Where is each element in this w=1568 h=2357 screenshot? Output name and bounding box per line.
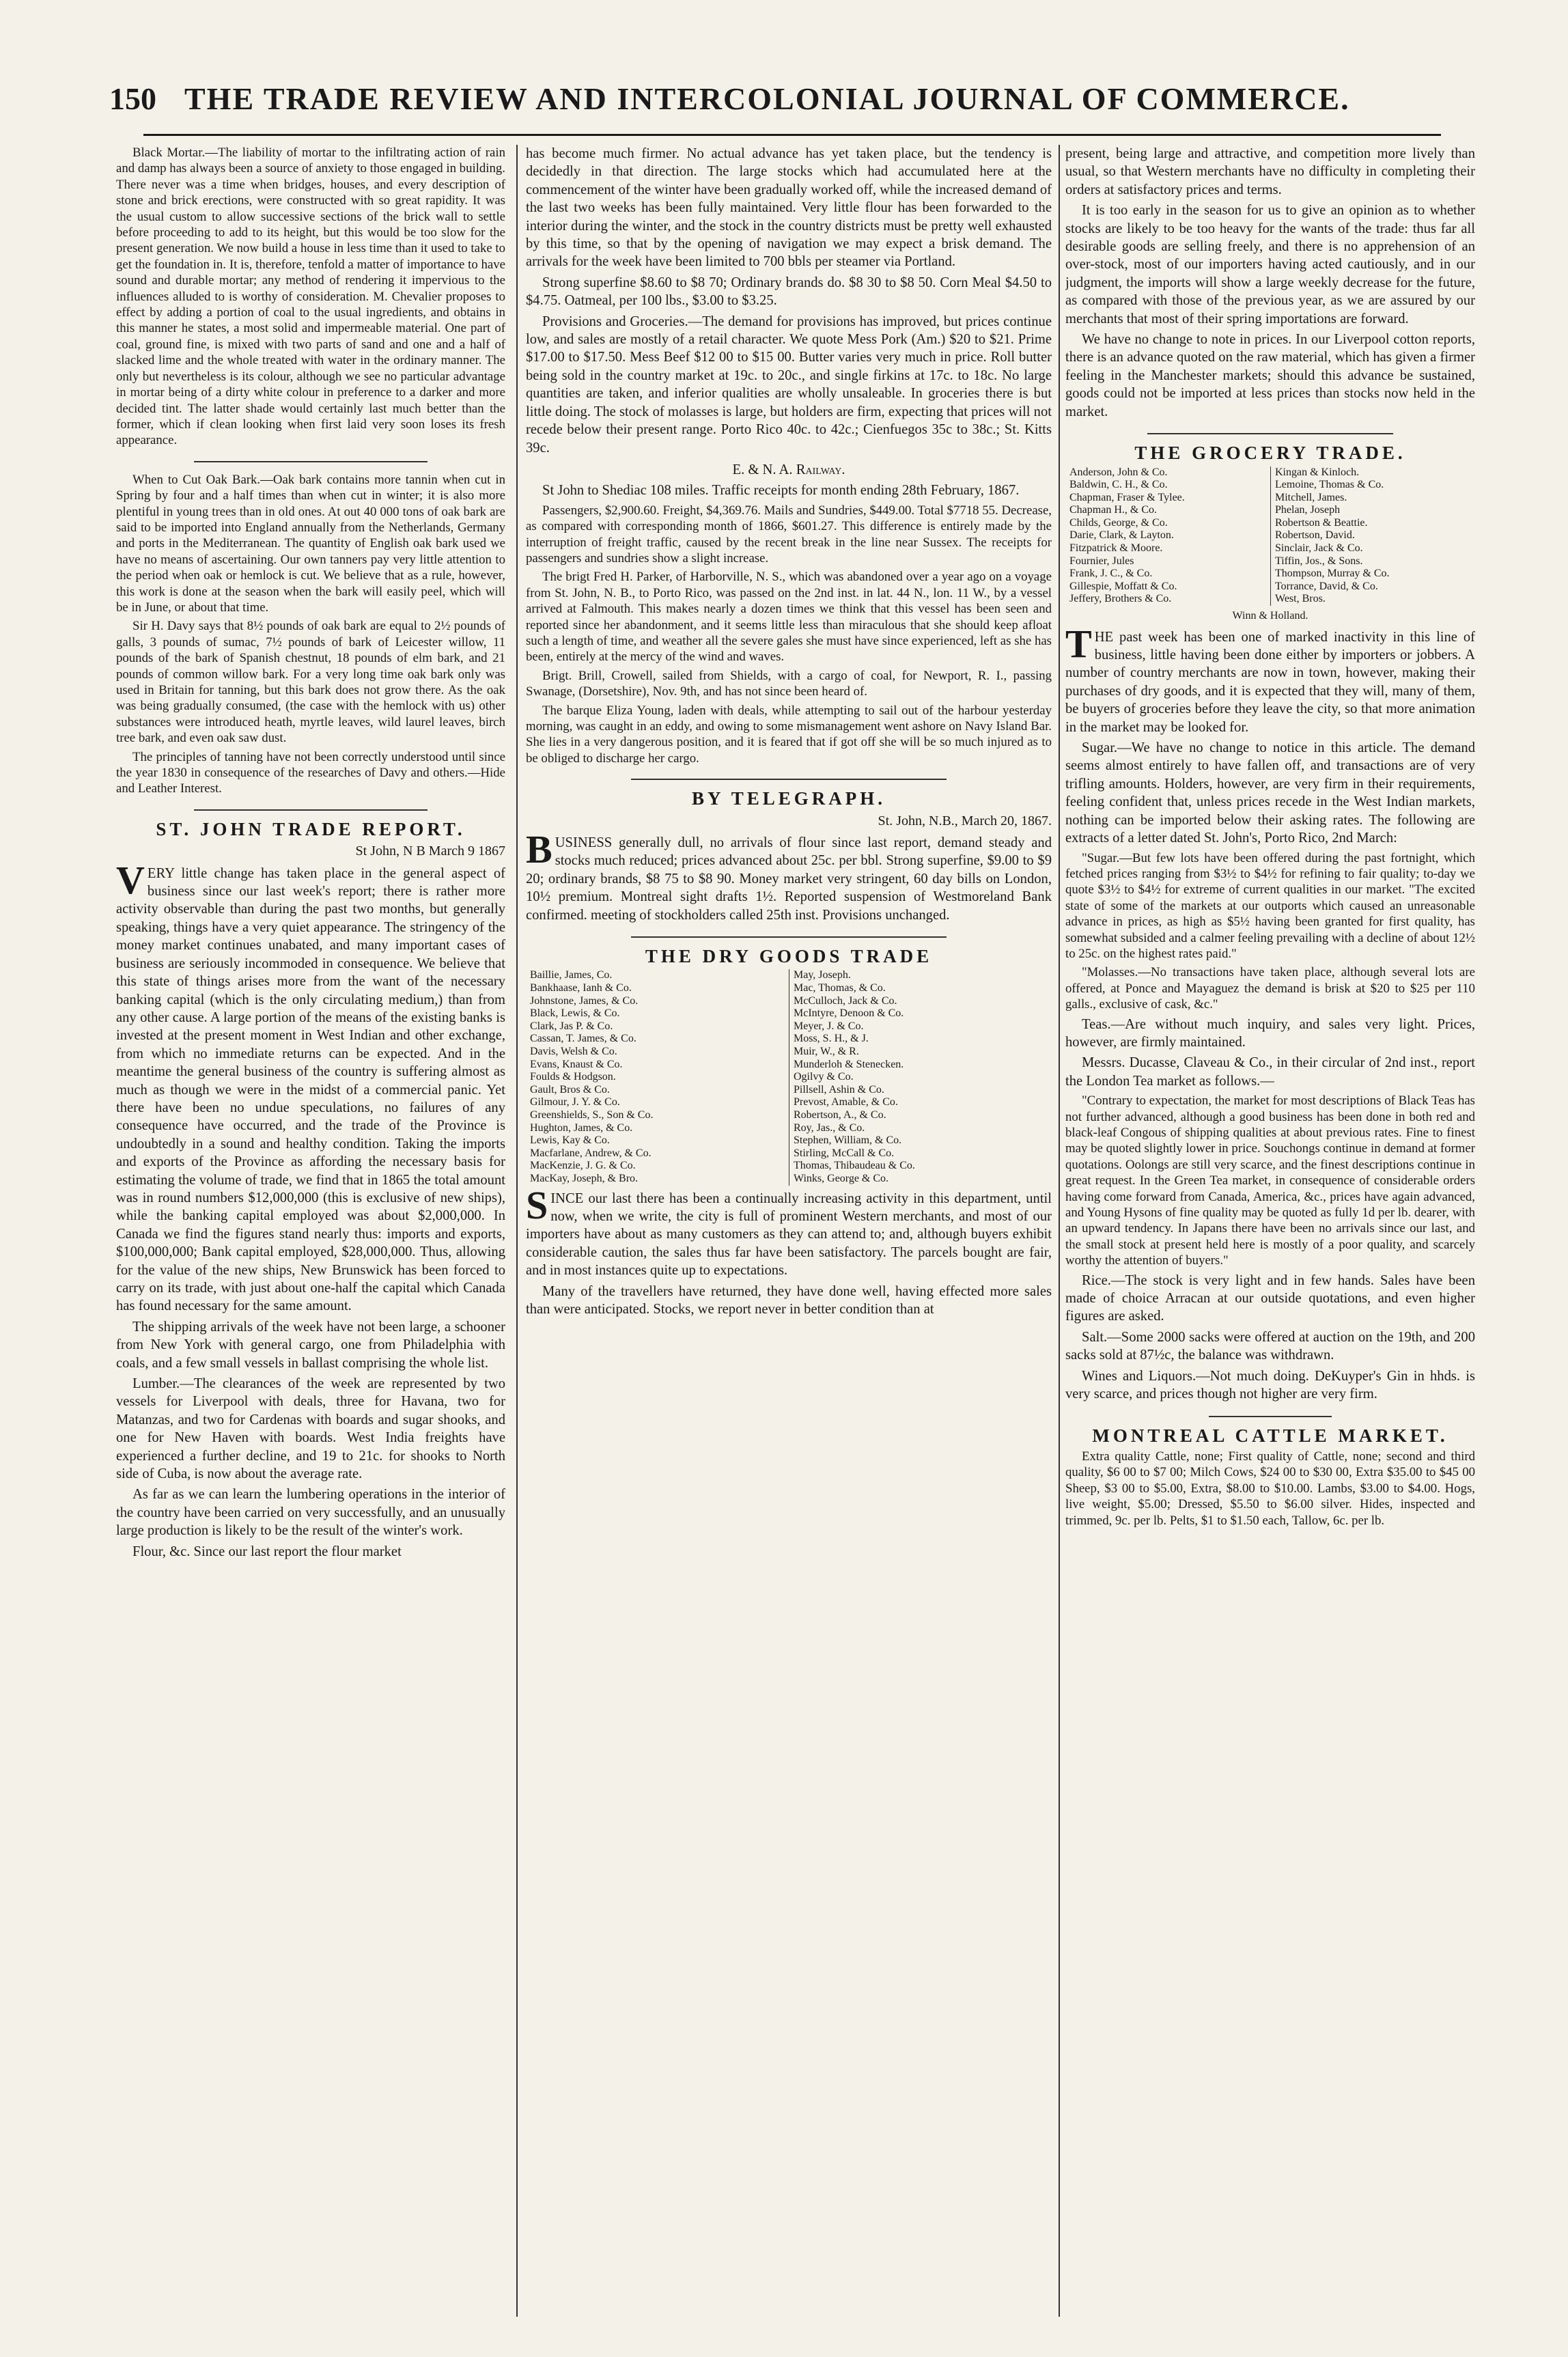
column-divider bbox=[1059, 145, 1060, 2317]
firm-list-item: Prevost, Amable, & Co. bbox=[794, 1096, 898, 1108]
st-john-report-paragraph: The shipping arrivals of the week have not been large, a schooner from New York with general cargo, one from Philadelphia with coals, and a few small vessels in ballast comprising the whole list. bbox=[116, 1319, 505, 1371]
firm-list-item: Lewis, Kay & Co. bbox=[530, 1134, 610, 1147]
firm-list-item: Sinclair, Jack & Co. bbox=[1275, 542, 1363, 555]
firm-list-item: Mitchell, James. bbox=[1275, 491, 1347, 503]
article-separator bbox=[1209, 1416, 1332, 1417]
firm-list-item: Anderson, John & Co. bbox=[1069, 466, 1168, 478]
sugar-paragraph: Sugar.—We have no change to notice in this article. The demand seems almost entirely to have fallen off, and transactions are of very trifling amounts. Holders, however, are very firm in their requirements, feeling confident that, unless prices recede in the West Indian markets, nothing can be imported below their asking rates. The following are extracts of a letter dated St. John's, Porto Rico, 2nd March: bbox=[1065, 740, 1475, 846]
firm-list-column bbox=[789, 969, 1052, 1185]
dateline: St. John, N.B., March 20, 1867. bbox=[878, 813, 1052, 828]
firm-list-column bbox=[1065, 466, 1270, 606]
firm-list-item: Tiffin, Jos., & Sons. bbox=[1275, 555, 1363, 567]
firm-list-item: Stephen, William, & Co. bbox=[794, 1134, 902, 1147]
grocery-firm-list bbox=[1065, 466, 1475, 606]
firm-list-item: MacKay, Joseph, & Bro. bbox=[530, 1172, 639, 1184]
journal-title: THE TRADE REVIEW AND INTERCOLONIAL JOURNAL OF COMMERCE. bbox=[184, 81, 1350, 116]
st-john-trade-report-heading: ST. JOHN TRADE REPORT. bbox=[156, 818, 466, 839]
railway-heading: E. & N. A. Railway. bbox=[732, 462, 845, 477]
firm-list-item: Macfarlane, Andrew, & Co. bbox=[530, 1147, 652, 1159]
firm-list-item: Muir, W., & R. bbox=[794, 1046, 859, 1058]
article-separator bbox=[631, 779, 947, 780]
montreal-cattle-market-heading: MONTREAL CATTLE MARKET. bbox=[1092, 1425, 1448, 1446]
firm-list-item: Gilmour, J. Y. & Co. bbox=[530, 1096, 620, 1108]
dry-goods-trade-heading: THE DRY GOODS TRADE bbox=[645, 946, 933, 967]
lumbering-paragraph: As far as we can learn the lumbering operations in the interior of the country have been carried on very successfully, and an unusually large production is likely to be the result of the winter's work. bbox=[116, 1487, 505, 1539]
firm-list-item: Thomas, Thibaudeau & Co. bbox=[794, 1160, 915, 1172]
sugar-quote: "Sugar.—But few lots have been offered during the past fortnight, which fetched prices ranging from $3½ to $4½ for refining to fair quality; to-day we quote $3½ to $4½ for extreme of current qualities in our market. "The excited state of some of the markets at our outports which caused an unreasonable advance in prices, as high as $5½ having been granted for first quality, has somewhat subsided and a calmer feeling prevailing with a decline of about 12½ to 25c. on the highest rates paid." bbox=[1065, 850, 1475, 961]
firm-list-item: Pillsell, Ashin & Co. bbox=[794, 1083, 884, 1096]
firm-list-item: Robertson, David. bbox=[1275, 529, 1355, 542]
firm-list-column bbox=[526, 969, 789, 1185]
firm-list-item: Gault, Bros & Co. bbox=[530, 1083, 610, 1096]
firm-list-item: Cassan, T. James, & Co. bbox=[530, 1033, 636, 1045]
column-3 bbox=[1065, 145, 1475, 2317]
firm-list-item: Phelan, Joseph bbox=[1275, 504, 1341, 516]
grocery-paragraph: THE past week has been one of marked inactivity in this line of business, little having been done either by importers or jobbers. A number of country merchants are now in town, however, making their purchases of dry goods, and it is expected that they will, many of them, be buyers of groceries before they leave the city, so that more animation in the market may be looked for. bbox=[1065, 621, 1475, 735]
dry-goods-paragraph: It is too early in the season for us to give an opinion as to whether stocks are likely to be too heavy for the wants of the trade: thus far all desirable goods are selling freely, and there is no apprehension of an over-stock, most of our importers having acted cautiously, and in our judgment, the imports will show a large weekly decrease for the future, as compared with those of the previous year, as we are assured by our merchants that most of their spring importations are forward. bbox=[1065, 203, 1475, 326]
shipping-paragraph: The barque Eliza Young, laden with deals, while attempting to sail out of the harbour yesterday morning, was caught in an eddy, and owing to some mismanagement went ashore on Navy Island Bar. She lies in a very dangerous position, and it is feared that if got off she will be so much injured as to be obliged to discharge her cargo. bbox=[526, 703, 1052, 766]
firm-list-item: Gillespie, Moffatt & Co. bbox=[1069, 580, 1177, 592]
dry-goods-paragraph: Many of the travellers have returned, they have done well, having effected more sales than were anticipated. Stocks, we report never in better condition than at bbox=[526, 1283, 1052, 1317]
firm-list-item: Davis, Welsh & Co. bbox=[530, 1046, 617, 1058]
by-telegraph-heading: BY TELEGRAPH. bbox=[691, 788, 886, 809]
firm-list-item: Torrance, David, & Co. bbox=[1275, 580, 1378, 592]
column-1 bbox=[116, 145, 505, 2317]
firm-list-item: Lemoine, Thomas & Co. bbox=[1275, 479, 1384, 491]
firm-list-item: Kingan & Kinloch. bbox=[1275, 466, 1360, 478]
firm-list-item: Chapman, Fraser & Tylee. bbox=[1069, 491, 1185, 503]
page-header bbox=[109, 81, 1475, 122]
firm-list-item: Darie, Clark, & Layton. bbox=[1069, 529, 1174, 542]
lumber-paragraph: Lumber.—The clearances of the week are represented by two vessels for Liverpool with deals, three for Havana, two for Matanzas, and two for Cardenas with boards and sugar shooks, and one for New Haven with boards. West India freights have experienced a further decline, and 19 to 21c. for shooks to North side of Cuba, is now about the average rate. bbox=[116, 1376, 505, 1482]
firm-list-item: Greenshields, S., Son & Co. bbox=[530, 1109, 654, 1121]
firm-list-item: Thompson, Murray & Co. bbox=[1275, 568, 1390, 580]
provisions-paragraph: Provisions and Groceries.—The demand for provisions has improved, but prices continue low, and sales are mostly of a retail character. We quote Mess Pork (Am.) $20 to $21. Prime $17.00 to $17.50. Mess Beef $12 00 to $15 00. Butter varies very much in price. Roll butter being sold in the country market at 19c. to 20c., and single firkins at 17c. to 18c. No large quantities are taken, and inferior qualities are wholly unsaleable. In groceries there is but little doing. The stock of molasses is large, but holders are firm, expecting that prices will not recede below their present range. Porto Rico 40c. to 42c.; Cienfuegos 35c to 38c.; St. Kitts 39c. bbox=[526, 313, 1052, 456]
dateline: St John, N B March 9 1867 bbox=[355, 843, 505, 859]
firm-list-item: Evans, Knaust & Co. bbox=[530, 1058, 623, 1070]
firm-list-item: Johnstone, James, & Co. bbox=[530, 994, 639, 1007]
article-separator bbox=[194, 461, 428, 462]
firm-list-item: Robertson & Beattie. bbox=[1275, 516, 1368, 529]
article-separator bbox=[631, 936, 947, 938]
firm-list-item: Stirling, McCall & Co. bbox=[794, 1147, 895, 1159]
dry-goods-paragraph: We have no change to note in prices. In our Liverpool cotton reports, there is an advance quoted on the raw material, which has given a firmer feeling in the Manchester markets; should this advance be sustained, goods could not be imported at less prices than stocks now held in the market. bbox=[1065, 332, 1475, 419]
firm-list-item: Clark, Jas P. & Co. bbox=[530, 1020, 613, 1032]
firm-list-item: Moss, S. H., & J. bbox=[794, 1033, 869, 1045]
firm-list-item: Foulds & Hodgson. bbox=[530, 1071, 616, 1083]
firm-list-item: Winn & Holland. bbox=[1232, 610, 1308, 622]
firm-list-item: Bankhaase, Ianh & Co. bbox=[530, 982, 632, 994]
firm-list-item: Mac, Thomas, & Co. bbox=[794, 982, 886, 994]
telegraph-paragraph: BUSINESS generally dull, no arrivals of flour since last report, demand steady and stocks much reduced; prices advanced about 25c. per bbl. Strong superfine, $9.00 to $9 20; ordinary brands, $8 75 to $8 90. Money market very stringent, 60 day bills on London, 10½ premium. Montreal sight drafts 1½. Reported suspension of Westmoreland Bank confirmed. meeting of stockholders called 25th inst. Provisions unchanged. bbox=[526, 827, 1052, 923]
firm-list-item: McIntyre, Denoon & Co. bbox=[794, 1007, 904, 1020]
firm-list-item: Frank, J. C., & Co. bbox=[1069, 568, 1153, 580]
firm-list-item: Roy, Jas., & Co. bbox=[794, 1121, 865, 1134]
shipping-paragraph: Brigt. Brill, Crowell, sailed from Shields, with a cargo of coal, for Newport, R. I., passing Swanage, (Dorsetshire), Nov. 9th, and has not since been heard of. bbox=[526, 668, 1052, 699]
flour-prices-paragraph: Strong superfine $8.60 to $8 70; Ordinary brands do. $8 30 to $8 50. Corn Meal $4.50 to $4.75. Oatmeal, per 100 lbs., $3.00 to $3.25. bbox=[526, 275, 1052, 309]
page-number: 150 bbox=[109, 81, 156, 116]
rice-paragraph: Rice.—The stock is very light and in few hands. Sales have been made of choice Arracan at our outside quotations, and even higher figures are asked. bbox=[1065, 1272, 1475, 1324]
flour-paragraph: Flour, &c. Since our last report the flour market bbox=[132, 1544, 402, 1559]
oak-bark-paragraph: The principles of tanning have not been correctly understood until since the year 1830 in consequence of the researches of Davy and others.—Hide and Leather Interest. bbox=[116, 749, 505, 796]
dry-goods-paragraph: SINCE our last there has been a continually increasing activity in this department, until now, when we write, the city is full of prominent Western merchants, and most of our importers have about as many customers as they can attend to; and, although buyers exhibit considerable caution, the sales thus far have been satisfactory. The parcels bought are fair, and in most instances quite up to expectations. bbox=[526, 1182, 1052, 1279]
salt-paragraph: Salt.—Some 2000 sacks were offered at auction on the 19th, and 200 sacks sold at 87½c, the balance was withdrawn. bbox=[1065, 1329, 1475, 1363]
firm-list-item: Ogilvy & Co. bbox=[794, 1071, 854, 1083]
firm-list-item: Fitzpatrick & Moore. bbox=[1069, 542, 1163, 555]
firm-list-item: Baldwin, C. H., & Co. bbox=[1069, 479, 1168, 491]
firm-list-item: Jeffery, Brothers & Co. bbox=[1069, 593, 1172, 605]
firm-list-item: Munderloh & Stenecken. bbox=[794, 1058, 904, 1070]
firm-list-item: West, Bros. bbox=[1275, 593, 1326, 605]
st-john-report-paragraph: VERY little change has taken place in the general aspect of business since our last week's report; there is rather more activity observable than during the past two months, but generally speaking, things have a very quiet appearance. The stringency of the money market continues unabated, and many important cases of business are seriously incommoded in consequence. We believe that this state of things arises more from the want of the necessary banking capital (which is the only circulating medium,) than from any other cause. A large portion of the means of the existing banks is invested at the present moment in West Indian and other exchange, from which no immediate returns can be expected. And in the meantime the general business of the country is suffering almost as much as though we were in the midst of a commercial panic. Yet there have been no undue speculations, no failures of any consequence have occurred, and the trade of the Province is undoubtedly in a sound and healthy condition. Taking the imports and exports of the Province as affording the necessary basis for estimating the volume of trade, we find that in 1865 the total amount was in round numbers $12,000,000 (this is exclusive of new ships), while the banking capital employed was about $2,000,000. In Canada we find the figures stand nearly thus: imports and exports, $100,000,000; Bank capital employed, $28,000,000. Thus, allowing for the value of the new ships, New Brunswick has been forced to carry on its trade, with just about one-half the capital which Canada has found necessary for the same amount. bbox=[116, 857, 505, 1314]
tea-circular-paragraph: Messrs. Ducasse, Claveau & Co., in their circular of 2nd inst., report the London Tea market as follows.— bbox=[1065, 1055, 1475, 1089]
wines-paragraph: Wines and Liquors.—Not much doing. DeKuyper's Gin in hhds. is very scarce, and prices though not higher are very firm. bbox=[1065, 1368, 1475, 1402]
firm-list-item: Chapman H., & Co. bbox=[1069, 504, 1157, 516]
firm-list-column bbox=[1270, 466, 1475, 606]
flour-paragraph: has become much firmer. No actual advance has yet taken place, but the tendency is decidedly in that direction. The large stocks which had accumulated here at the commencement of the winter have been gradually worked off, while the increased demand of the last two weeks has been fully maintained. Very little flour has been forwarded to the interior during the winter, and the stock in the country districts must be pretty well exhausted by this time, so that by the opening of navigation we may expect a brisk demand. The arrivals for the week have been limited to 700 bbls per steamer via Portland. bbox=[526, 146, 1052, 270]
header-rule bbox=[143, 134, 1441, 136]
article-separator bbox=[194, 809, 428, 811]
firm-list-item: Meyer, J. & Co. bbox=[794, 1020, 864, 1032]
firm-list-item: May, Joseph. bbox=[794, 969, 851, 981]
firm-list-item: MacKenzie, J. G. & Co. bbox=[530, 1160, 636, 1172]
shipping-paragraph: The brigt Fred H. Parker, of Harborville, N. S., which was abandoned over a year ago on a voyage from St. John, N. B., to Porto Rico, was passed on the 2nd inst. in lat. 44 N., lon. 11 W., by a vessel arrived at Falmouth. This makes nearly a dozen times we think that this vessel has been seen and reported since her abandonment, and it seems little less than miraculous that she should keep afloat such a length of time, and weather all the severe gales she must have since experienced, left as she has been, entirely at the mercy of the wind and waves. bbox=[526, 570, 1052, 665]
grocery-trade-heading: THE GROCERY TRADE. bbox=[1134, 443, 1406, 464]
firm-list-item: Baillie, James, Co. bbox=[530, 969, 613, 981]
railway-paragraph: St John to Shediac 108 miles. Traffic receipts for month ending 28th February, 1867. bbox=[542, 483, 1020, 499]
article-separator bbox=[1147, 433, 1393, 434]
firm-list-item: Robertson, A., & Co. bbox=[794, 1109, 886, 1121]
firm-list-item: Black, Lewis, & Co. bbox=[530, 1007, 620, 1020]
column-divider bbox=[516, 145, 518, 2317]
dry-goods-firm-list bbox=[526, 969, 1052, 1185]
teas-paragraph: Teas.—Are without much inquiry, and sales very light. Prices, however, are firmly maintained. bbox=[1065, 1016, 1475, 1050]
firm-list-item: Fournier, Jules bbox=[1069, 555, 1134, 567]
firm-list-item: Childs, George, & Co. bbox=[1069, 516, 1168, 529]
oak-bark-paragraph: Sir H. Davy says that 8½ pounds of oak bark are equal to 2½ pounds of galls, 3 pounds of sumac, 7½ pounds of bark of Leicester willow, 11 pounds of the bark of Spanish chestnut, 18 pounds of elm bark, and 21 pounds of common willow bark. For a very long time oak bark only was used in Britain for tanning, but this bark does not grow there. As the oak was being gradually consumed, (the case with the hemlock with us) other substances were introduced heath, myrtle leaves, wild laurel leaves, birch tree bark, and even oak saw dust. bbox=[116, 619, 505, 746]
molasses-quote: "Molasses.—No transactions have taken place, although several lots are offered, at Ponce and Mayaguez the demand is brisk at $20 to $25 per 110 galls., exclusive of cask, &c." bbox=[1065, 965, 1475, 1012]
oak-bark-article: When to Cut Oak Bark.—Oak bark contains more tannin when cut in Spring by four and a half times than when cut in winter; it is also more plentiful in young trees than in old ones. At out 40 000 tons of oak bark are said to be imported into England annually from the Netherlands, Germany and ports in the Mediterranean. The quantity of English oak bark used we have no means of ascertaining. Our own tanners pay very little attention to the period when oak or hemlock is cut. We believe that as a rule, however, this work is done at the season when the bark will easily peel, which will be in June, or about that time. bbox=[116, 472, 505, 615]
dry-goods-paragraph: present, being large and attractive, and competition more lively than usual, so that Western merchants have no difficulty in completing their orders at satisfactory prices and terms. bbox=[1065, 146, 1475, 197]
tea-quote: "Contrary to expectation, the market for most descriptions of Black Teas has not further advanced, although a good business has been done in both red and black-leaf Congous of shipping qualities at about previous rates. Fine to finest may be quoted slightly lower in price. Souchongs continue in demand at former quotations. Oolongs are still very scarce, and the finest descriptions continue in great request. In the Green Tea market, in consequence of considerable orders having come forward from Canada, America, &c., prices have again advanced, and Young Hysons of fine quality may be quoted as fully 1d per lb. dearer, with an upward tendency. In Japans there have been no arrivals since our last, and the small stock at present held here is mostly of a poor quality, and scarcely worthy the attention of buyers." bbox=[1065, 1093, 1475, 1268]
black-mortar-article: Black Mortar.—The liability of mortar to the infiltrating action of rain and damp has always been a source of anxiety to those engaged in building. There never was a time when bridges, houses, and every description of stone and brick erections, were constructed with so great rapidity. It was the usual custom to allow successive sections of the brick wall to settle before proceeding to add to its height, but this would be too slow for the present generation. We now build a house in less time than it used to take to get the foundation in. It is, therefore, tenfold a matter of importance to have sound and durable mortar; any method of rendering it impervious to the influences alluded to is worthy of consideration. M. Chevalier proposes to effect by adding a portion of coal to the usual ingredients, and obtains in this manner he states, a most solid and impermeable material. One part of coal, ground fine, is mixed with two parts of sand and one and a half of slacked lime and the whole treated with water in the ordinary manner. The only but nevertheless is its colour, although we see no particular advantage in mortar being of a dirty white colour in preference to a darker and more decided tint. The latter shade would certainly last much better than the former, which if clean looking when first laid very soon loses its fresh appearance. bbox=[116, 145, 505, 448]
firm-list-item: McCulloch, Jack & Co. bbox=[794, 994, 897, 1007]
railway-figures-paragraph: Passengers, $2,900.60. Freight, $4,369.76. Mails and Sundries, $449.00. Total $7718 55. Decrease, as compared with corresponding month of 1866, $601.27. This difference is entirely made by the interruption of freight traffic, caused by the recent break in the line near Sussex. The receipts for passengers and sundries show a slight increase. bbox=[526, 503, 1052, 566]
firm-list-item: Hughton, James, & Co. bbox=[530, 1121, 633, 1134]
column-2 bbox=[526, 145, 1052, 2317]
cattle-market-paragraph: Extra quality Cattle, none; First quality of Cattle, none; second and third quality, $6 00 to $7 00; Milch Cows, $24 00 to $30 00, Extra $35.00 to $45 00 Sheep, $3 00 to $5.00, Extra, $8.00 to $10.00. Lambs, $3.00 to $4.00. Hogs, live weight, $5.00; Dressed, $5.50 to $6.00 silver. Hides, inspected and trimmed, 9c. per lb. Pelts, $1 to $1.50 each, Tallow, 6c. per lb. bbox=[1065, 1449, 1475, 1528]
firm-list-item: Winks, George & Co. bbox=[794, 1172, 889, 1184]
